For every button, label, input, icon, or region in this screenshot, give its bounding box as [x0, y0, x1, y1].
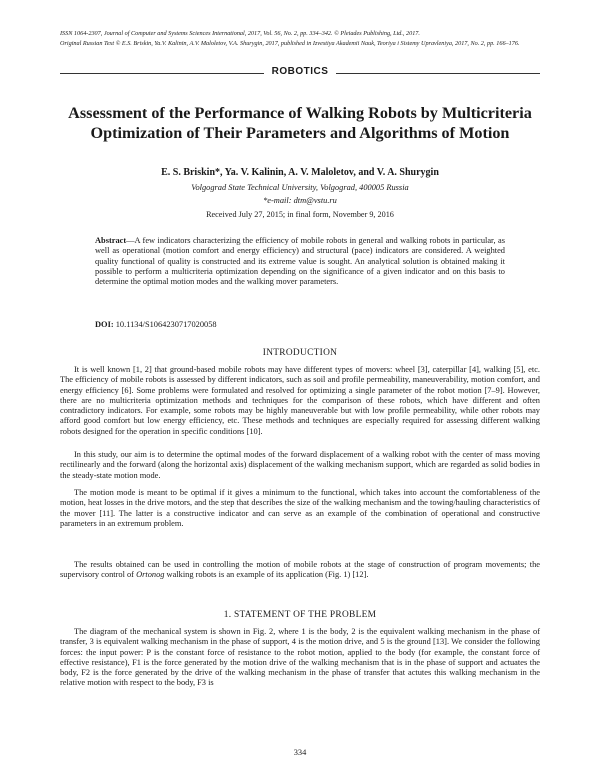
doi-value[interactable]: 10.1134/S1064230717020058	[115, 320, 217, 329]
abstract-text: —A few indicators characterizing the efficiency of mobile robots in general and walking robots in particular, as well as operational (motion comfort and energy efficiency) and structural (pace) indicators are considered. A weighted quality functional of quality is constructed and its extreme value is sought. An analytical solution is obtained making it possible to perform a multicriteria optimization depending on the significance of a given indicator and on this basis to determine the optimal motion modes and the walking mover parameters.	[95, 236, 505, 287]
page-number: 334	[293, 748, 307, 757]
abstract	[95, 236, 505, 287]
original-text-citation: Original Russian Text © E.S. Briskin, Ya.V. Kalinin, A.V. Maloletov, V.A. Shurygin, 2017, published in Izvestiya Akademii Nauk, Teoriya i Sistemy Upravleniya, 2017, No. 2, pp. 166–176.	[60, 40, 520, 47]
intro-paragraph-2: In this study, our aim is to determine the optimal modes of the forward displacement of a walking robot with the center of mass moving rectilinearly and the forward (along the horizontal axis) displacement of the walking mechanism support, which are regarded as solid bodies in the steady-state motion mode.	[60, 450, 540, 480]
contact-email: *e-mail: dtm@vstu.ru	[263, 196, 337, 205]
authors: E. S. Briskin*, Ya. V. Kalinin, A. V. Maloletov, and V. A. Shurygin	[161, 167, 439, 178]
intro-p4-start: The results obtained can be used in controlling the motion of mobile robots at the stage of construction of program movements; the supervisory control of	[60, 560, 540, 580]
intro-p4-end: walking robots is an example of its application (Fig. 1) [12].	[164, 570, 369, 580]
intro-paragraph-3: The motion mode is meant to be optimal if it gives a minimum to the functional, which takes into account the comfortableness of the motion, heat losses in the drive motors, and the step that describes the size of the walking mechanism and the towing/hauling characteristics of the mover [11]. The latter is a constructive indicator and can serve as an example of the combination of operational and constructive parameters in an extremum problem.	[60, 488, 540, 528]
affiliation: Volgograd State Technical University, Volgograd, 400005 Russia	[191, 183, 409, 192]
article-title: Assessment of the Performance of Walking Robots by Multicriteria Optimization of Their Parameters and Algorithms of Motion	[68, 104, 532, 142]
intro-paragraph-4	[60, 560, 540, 581]
section-tag	[0, 66, 600, 77]
section-tag-label: ROBOTICS	[264, 66, 337, 77]
journal-citation: ISSN 1064-2307, Journal of Computer and Systems Sciences International, 2017, Vol. 56, No. 2, pp. 334–342. © Pleiades Publishing, Ltd., 2017.	[60, 30, 420, 37]
statement-heading: 1. STATEMENT OF THE PROBLEM	[223, 610, 377, 620]
ortonog-robot-name: Ortonog	[136, 570, 165, 580]
introduction-heading: INTRODUCTION	[262, 348, 338, 358]
doi	[95, 320, 217, 329]
statement-paragraph-1: The diagram of the mechanical system is shown in Fig. 2, where 1 is the body, 2 is the equivalent walking mechanism in the phase of transfer, 3 is equivalent walking mechanism in the phase of support, 4 is the motion drive, and 5 is the ground [13]. We consider the following forces: the input power: P is the constant force of resistance to the robot motion, applied to the body (for example, the constant force of effective resistance), F1 is the force generated by the motion drive of the walking mechanism that is in the phase of support and actuates the body, F2 is the force generated by the drive of the walking mechanism in the phase of transfer that actutes this walking mechanism in the relative motion with respect to the body, F3 is	[60, 627, 540, 688]
doi-label: DOI:	[95, 320, 114, 329]
received-dates: Received July 27, 2015; in final form, November 9, 2016	[206, 210, 394, 219]
abstract-label: Abstract	[95, 236, 127, 245]
intro-paragraph-1: It is well known [1, 2] that ground-based mobile robots may have different types of movers: wheel [3], caterpillar [4], walking [5], etc. The efficiency of mobile robots is assessed by different indicators, such as soil and profile permeability, maneuverability, motion comfort, and energy efficiency [6]. Some problems were formulated and resolved for optimizing a single parameter of the robot motion [7–9]. However, there are no multicriteria optimization methods and techniques for the comparison of these robots, which have different and often contradictory indicators. For example, some robots may be highly maneuverable but with low profile permeability, while other robots may afford good comfort but low energy efficiency, etc. These methods and techniques are especially required for assessing different walking robots designed for the operation in specific conditions [10].	[60, 365, 540, 436]
